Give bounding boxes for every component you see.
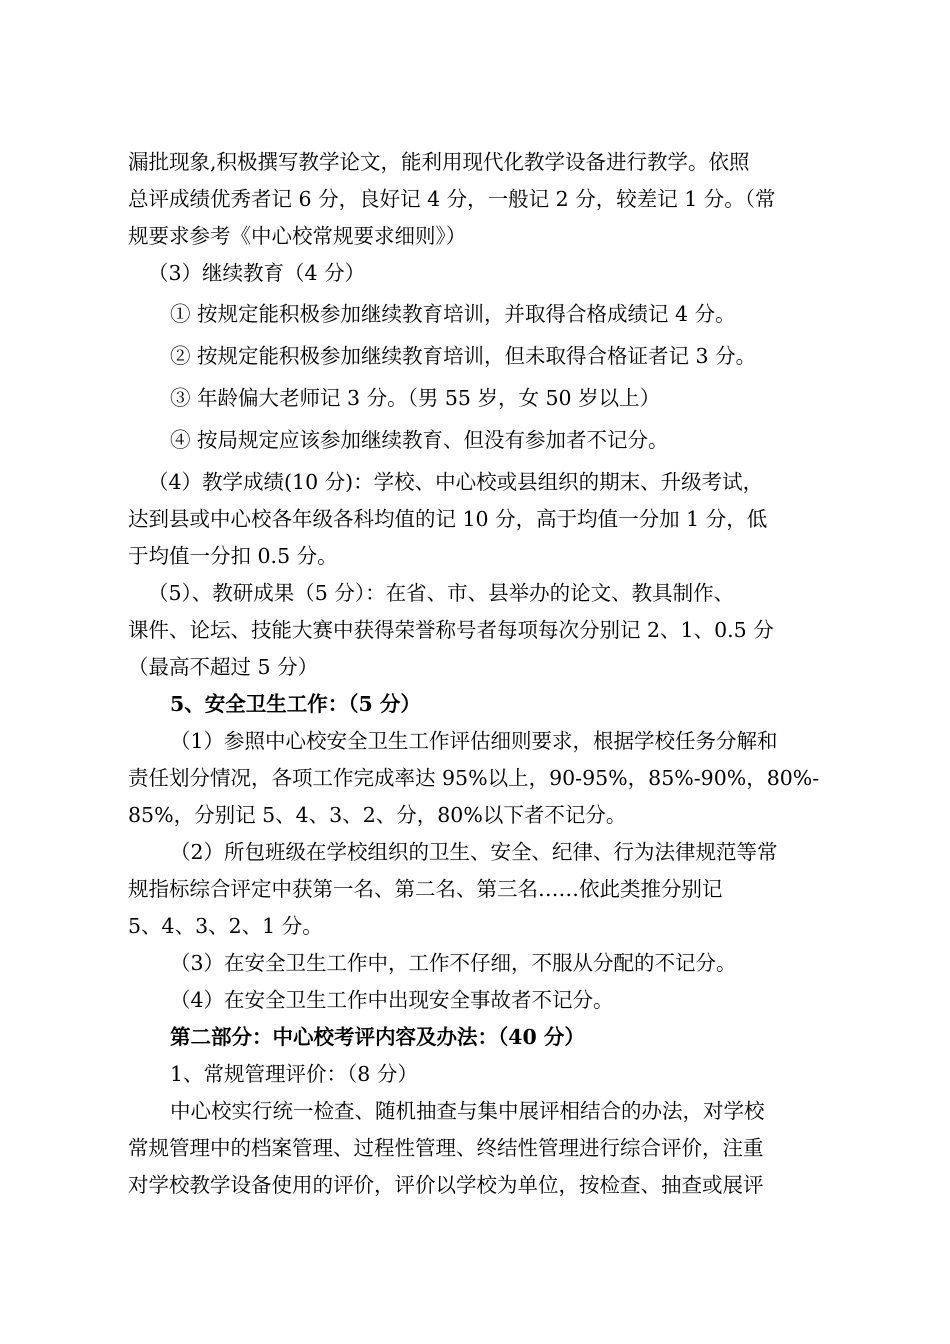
text-line: 责任划分情况，各项工作完成率达 95%以上，90-95%，85%-90%，80%- — [128, 766, 820, 790]
text-line: 于均值一分扣 0.5 分。 — [128, 544, 338, 568]
text-line: 85%，分别记 5、4、3、2、分，80%以下者不记分。 — [128, 803, 627, 827]
text-line: 常规管理中的档案管理、过程性管理、终结性管理进行综合评价，注重 — [128, 1136, 764, 1160]
text-line: 规要求参考《中心校常规要求细则》） — [128, 224, 467, 248]
text-line: 5、4、3、2、1 分。 — [128, 914, 323, 938]
text-line: 对学校教学设备使用的评价，评价以学校为单位，按检查、抽查或展评 — [128, 1173, 764, 1197]
text-line: （5）、教研成果（5 分）：在省、市、县举办的论文、教具制作、 — [148, 581, 735, 605]
text-line: 漏批现象,积极撰写教学论文，能利用现代化教学设备进行教学。依照 — [128, 150, 750, 174]
text-line: （4）在安全卫生工作中出现安全事故者不记分。 — [170, 988, 614, 1012]
text-line: （3）继续教育（4 分） — [148, 261, 366, 285]
text-line: 1、常规管理评价：（8 分） — [170, 1062, 418, 1086]
text-line: （3）在安全卫生工作中，工作不仔细，不服从分配的不记分。 — [170, 951, 737, 975]
text-line: ① 按规定能积极参加继续教育培训，并取得合格成绩记 4 分。 — [170, 302, 736, 326]
text-line: （1）参照中心校安全卫生工作评估细则要求，根据学校任务分解和 — [170, 729, 778, 753]
part-heading: 第二部分：中心校考评内容及办法：（40 分） — [170, 1025, 585, 1049]
text-line: （4）教学成绩(10 分)：学校、中心校或县组织的期末、升级考试， — [148, 470, 764, 494]
text-line: 规指标综合评定中获第一名、第二名、第三名……依此类推分别记 — [128, 877, 723, 901]
text-line: ③ 年龄偏大老师记 3 分。（男 55 岁，女 50 岁以上） — [170, 386, 661, 410]
section-heading: 5、安全卫生工作：（5 分） — [170, 692, 421, 716]
text-line: ④ 按局规定应该参加继续教育、但没有参加者不记分。 — [170, 428, 669, 452]
text-line: 课件、论坛、技能大赛中获得荣誉称号者每项每次分别记 2、1、0.5 分 — [128, 618, 774, 642]
text-line: 达到县或中心校各年级各科均值的记 10 分，高于均值一分加 1 分，低 — [128, 507, 768, 531]
text-line: ② 按规定能积极参加继续教育培训，但未取得合格证者记 3 分。 — [170, 344, 757, 368]
text-line: （2）所包班级在学校组织的卫生、安全、纪律、行为法律规范等常 — [170, 840, 778, 864]
text-line: （最高不超过 5 分） — [128, 655, 319, 679]
text-line: 中心校实行统一检查、随机抽查与集中展评相结合的办法，对学校 — [170, 1099, 765, 1123]
text-line: 总评成绩优秀者记 6 分，良好记 4 分，一般记 2 分，较差记 1 分。（常 — [128, 187, 776, 211]
